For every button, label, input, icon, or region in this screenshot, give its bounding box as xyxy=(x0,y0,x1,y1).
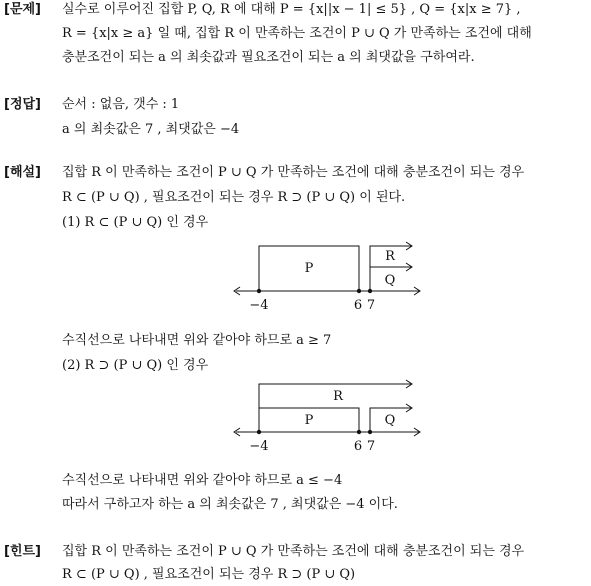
tick-6: 6 xyxy=(353,439,363,454)
solution-mid-line-2: (2) R ⊃ (P ∪ Q) 인 경우 xyxy=(62,358,209,373)
answer-tag: [정답] xyxy=(4,97,41,112)
solution-line-2: R ⊂ (P ∪ Q) , 필요조건이 되는 경우 R ⊃ (P ∪ Q) 이 된다. xyxy=(62,190,406,205)
label-q: Q xyxy=(384,273,396,288)
answer-line-2: a 의 최솟값은 7 , 최댓값은 −4 xyxy=(62,122,240,137)
label-r: R xyxy=(333,389,343,404)
point-minus4 xyxy=(257,289,261,293)
label-r: R xyxy=(385,249,395,264)
point-7 xyxy=(368,430,372,434)
point-7 xyxy=(368,289,372,293)
point-6 xyxy=(357,430,361,434)
number-line-diagram-1 xyxy=(0,236,591,316)
number-line-diagram-2 xyxy=(0,376,591,456)
hint-line-2: R ⊂ (P ∪ Q) , 필요조건이 되는 경우 R ⊃ (P ∪ Q) xyxy=(62,567,356,582)
label-q: Q xyxy=(384,413,396,428)
tick-7: 7 xyxy=(366,298,376,313)
hint-tag: [힌트] xyxy=(4,544,41,559)
solution-tag: [해설] xyxy=(4,165,41,180)
tick-7: 7 xyxy=(366,439,376,454)
problem-line-1: 실수로 이루어진 집합 P, Q, R 에 대해 P = {x||x − 1| ≤ 5} , Q = {x|x ≥ 7} , xyxy=(62,2,521,17)
problem-line-2: R = {x|x ≥ a} 일 때, 집합 R 이 만족하는 조건이 P ∪ Q 가 만족하는 조건에 대해 xyxy=(62,26,532,41)
solution-mid-line-1: 수직선으로 나타내면 위와 같아야 하므로 a ≥ 7 xyxy=(62,333,332,348)
problem-line-3: 충분조건이 되는 a 의 최솟값과 필요조건이 되는 a 의 최댓값을 구하여라. xyxy=(62,50,475,65)
solution-line-1: 집합 R 이 만족하는 조건이 P ∪ Q 가 만족하는 조건에 대해 충분조건이 되는 경우 xyxy=(62,165,525,180)
point-6 xyxy=(357,289,361,293)
solution-line-3: (1) R ⊂ (P ∪ Q) 인 경우 xyxy=(62,215,209,230)
label-p: P xyxy=(304,261,314,276)
label-p: P xyxy=(304,413,314,428)
problem-tag: [문제] xyxy=(4,2,41,17)
hint-line-1: 집합 R 이 만족하는 조건이 P ∪ Q 가 만족하는 조건에 대해 충분조건이 되는 경우 xyxy=(62,544,525,559)
tick-minus4: −4 xyxy=(249,439,269,454)
answer-line-1: 순서 : 없음, 갯수 : 1 xyxy=(62,97,180,112)
point-minus4 xyxy=(257,430,261,434)
solution-end-line-1: 수직선으로 나타내면 위와 같아야 하므로 a ≤ −4 xyxy=(62,473,343,488)
tick-minus4: −4 xyxy=(249,298,269,313)
solution-end-line-2: 따라서 구하고자 하는 a 의 최솟값은 7 , 최댓값은 −4 이다. xyxy=(62,497,398,512)
tick-6: 6 xyxy=(353,298,363,313)
